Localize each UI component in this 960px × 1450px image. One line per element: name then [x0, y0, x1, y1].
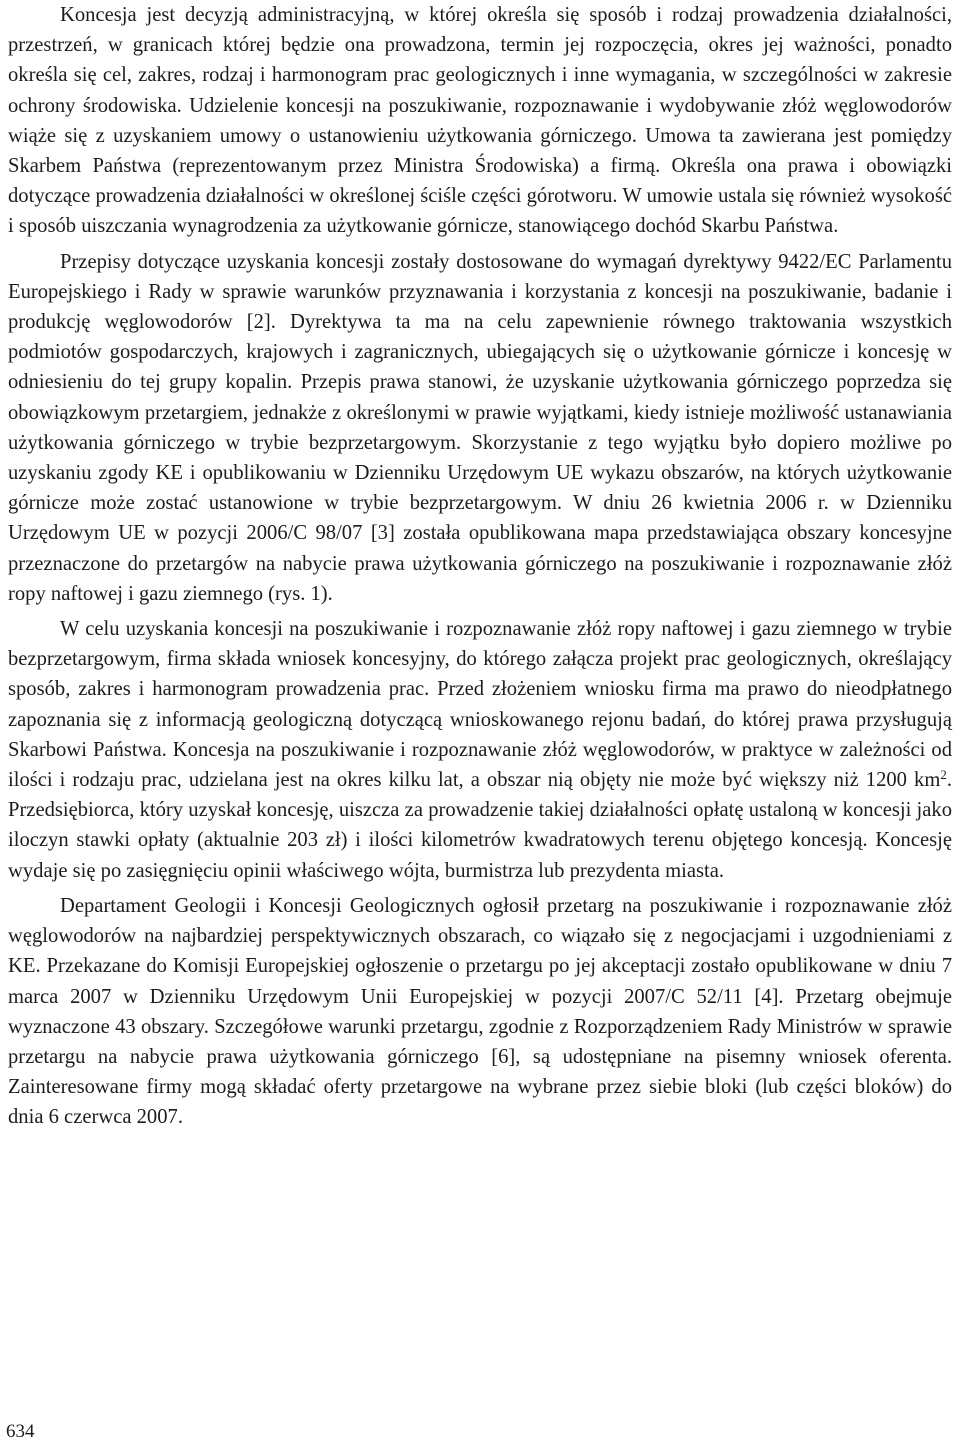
paragraph-1: Koncesja jest decyzją administracyjną, w której określa się sposób i rodzaj prowadzenia działalności, przestrzeń, w granicach której będzie ona prowadzona, termin jej rozpoczęcia, okres jej ważności, ponadto określa się cel, zakres, rodzaj i harmonogram prac geologicznych i inne wymagania, w szczególności w zakresie ochrony środowiska. Udzielenie koncesji na poszukiwanie, rozpoznawanie i wydobywanie złóż węglowodorów wiąże się z uzyskaniem umowy o ustanowieniu użytkowania górniczego. Umowa ta zawierana jest pomiędzy Skarbem Państwa (reprezentowanym przez Ministra Środowiska) a firmą. Określa ona prawa i obowiązki dotyczące prowadzenia działalności w określonej ściśle części górotworu. W umowie ustala się również wysokość i sposób uiszczania wynagrodzenia za użytkowanie górnicze, stanowiącego dochód Skarbu Państwa.	[8, 4, 952, 238]
page-number: 634	[6, 1421, 35, 1442]
paragraph-3-text-before-superscript: W celu uzyskania koncesji na poszukiwanie i rozpoznawanie złóż ropy naftowej i gazu ziemnego w trybie bezprzetargowym, firma składa wniosek koncesyjny, do którego załącza projekt prac geologicznych, określający sposób, zakres i harmonogram prowadzenia prac. Przed złożeniem wniosku firma ma prawo do nieodpłatnego zapoznania się z informacją geologiczną dotyczącą wnioskowanego rejonu badań, do której prawa przysługują Skarbowi Państwa. Koncesja na poszukiwanie i rozpoznawanie złóż węglowodorów, w praktyce w zależności od ilości i rodzaju prac, udzielana jest na okres kilku lat, a obszar nią objęty nie może być większy niż 1200 km	[8, 618, 952, 792]
document-body	[8, 0, 952, 1133]
paragraph-3	[8, 614, 952, 886]
paragraph-2: Przepisy dotyczące uzyskania koncesji zostały dostosowane do wymagań dyrektywy 9422/EC Parlamentu Europejskiego i Rady w sprawie warunków przyznawania i korzystania z koncesji na poszukiwanie, badanie i produkcję węglowodorów [2]. Dyrektywa ta ma na celu zapewnienie równego traktowania wszystkich podmiotów gospodarczych, krajowych i zagranicznych, ubiegających się o użytkowanie górnicze i koncesję w odniesieniu do tej grupy kopalin. Przepis prawa stanowi, że uzyskanie użytkowania górniczego poprzedza się obowiązkowym przetargiem, jednakże z określonymi w prawie wyjątkami, kiedy istnieje możliwość ustanawiania użytkowania górniczego w trybie bezprzetargowym. Skorzystanie z tego wyjątku było dopiero możliwe po uzyskaniu zgody KE i opublikowaniu w Dzienniku Urzędowym UE wykazu obszarów, na których użytkowanie górnicze może zostać ustanowione w trybie bezprzetargowym. W dniu 26 kwietnia 2006 r. w Dzienniku Urzędowym UE w pozycji 2006/C 98/07 [3] została opublikowana mapa przedstawiająca obszary koncesyjne przeznaczone do przetargów na nabycie prawa użytkowania górniczego na poszukiwanie i rozpoznawanie złóż ropy naftowej i gazu ziemnego (rys. 1).	[8, 250, 952, 605]
paragraph-3-text-after-superscript: . Przedsiębiorca, który uzyskał koncesję, uiszcza za prowadzenie takiej działalności opłatę ustaloną w koncesji jako iloczyn stawki opłaty (aktualnie 203 zł) i ilości kilometrów kwadratowych terenu objętego koncesją. Koncesję wydaje się po zasięgnięciu opinii właściwego wójta, burmistrza lub prezydenta miasta.	[8, 769, 952, 882]
superscript-exponent: 2	[940, 767, 947, 783]
paragraph-4: Departament Geologii i Koncesji Geologicznych ogłosił przetarg na poszukiwanie i rozpoznawanie złóż węglowodorów na najbardziej perspektywicznych obszarach, co wiązało się z negocjacjami i uzgodnieniami z KE. Przekazane do Komisji Europejskiej ogłoszenie o przetargu po jej akceptacji zostało opublikowane w dniu 7 marca 2007 w Dzienniku Urzędowym Unii Europejskiej w pozycji 2007/C 52/11 [4]. Przetarg obejmuje wyznaczone 43 obszary. Szczegółowe warunki przetargu, zgodnie z Rozporządzeniem Rady Ministrów w sprawie przetargu na nabycie prawa użytkowania górniczego [6], są udostępniane na pisemny wniosek oferenta. Zainteresowane firmy mogą składać oferty przetargowe na wybrane przez siebie bloki (lub części bloków) do dnia 6 czerwca 2007.	[8, 894, 952, 1129]
